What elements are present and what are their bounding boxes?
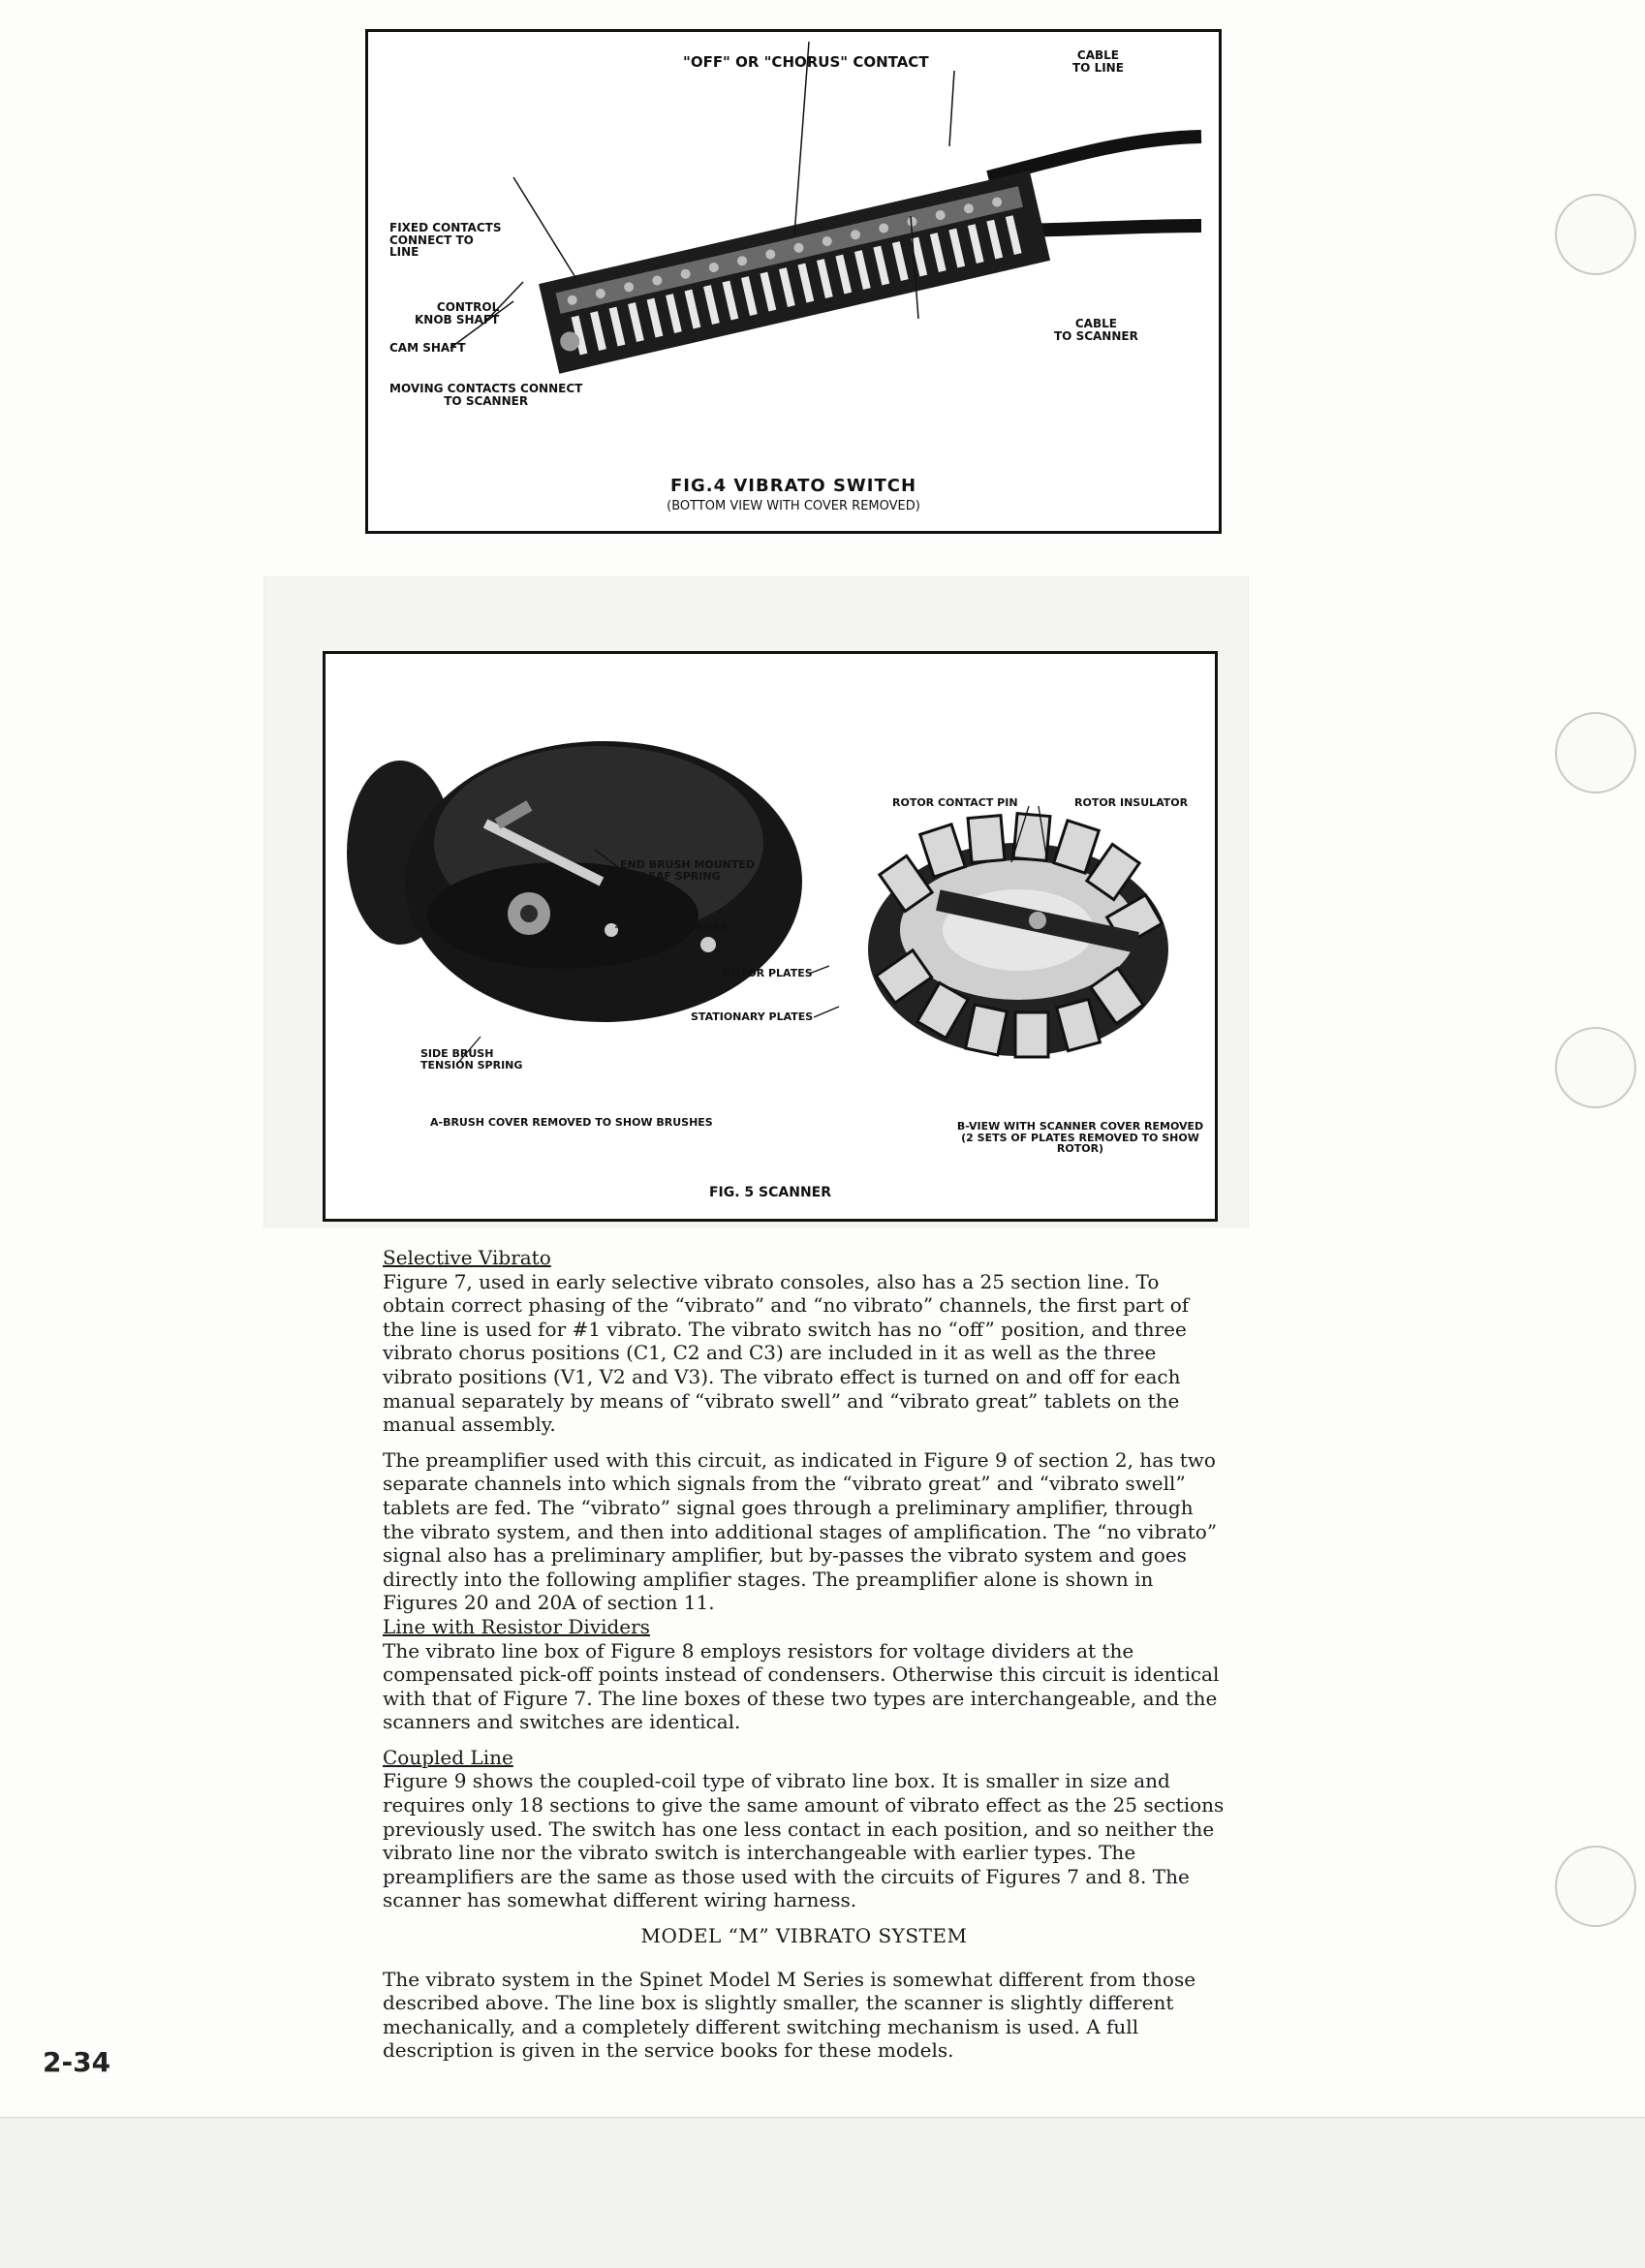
caption-a-brush-cover: A-BRUSH COVER REMOVED TO SHOW BRUSHES <box>430 1116 713 1129</box>
label-cam-shaft: CAM SHAFT <box>389 341 466 355</box>
figure-4-subcaption: (BOTTOM VIEW WITH COVER REMOVED) <box>667 499 920 513</box>
vibrato-switch-illustration <box>368 32 1219 531</box>
label-side-brushes: 2 SIDE BRUSHES <box>629 921 729 934</box>
label-moving-contacts <box>389 383 582 407</box>
label-end-brush-1: END BRUSH MOUNTED <box>620 858 756 871</box>
heading-model-m-vibrato-system: MODEL “M” VIBRATO SYSTEM <box>640 1924 968 1948</box>
label-control-knob-shaft <box>415 301 499 326</box>
paragraph-preamplifier: The preamplifier used with this circuit, as indicated in Figure 9 of section 2, has two separate channels into which signals from the “vibrato great” and “vibrato swell” tablets are fed. The “vibrato” signal goes through a preliminary amplifier, through the vibrato system, and then into additional stages of amplification. The “no vibrato” signal also has a preliminary amplifier, but by-passes the vibrato system and goes directly into the following amplifier stages. The preamplifier alone is shown in Figures 20 and 20A of section 11. <box>383 1447 1218 1615</box>
label-control-knob-shaft-2: KNOB SHAFT <box>415 312 500 326</box>
binder-hole-4 <box>1555 1846 1636 1927</box>
heading-selective-vibrato: Selective Vibrato <box>383 1246 551 1269</box>
paragraph-coupled-line: Figure 9 shows the coupled-coil type of vibrato line box. It is smaller in size and requires only 18 sections to give the same amount of vibrato effect as the 25 sections previously used. The switch has one less contact in each position, and so neither the vibrato line nor the vibrato switch is interchangeable with earlier types. The preamplifiers are the same as those used with the circuits of Figures 7 and 8. The scanner has somewhat different wiring harness. <box>383 1769 1225 1912</box>
page-number: 2-34 <box>43 2046 111 2078</box>
caption-b-scanner-cover-1: B-VIEW WITH SCANNER COVER REMOVED <box>956 1120 1204 1133</box>
paragraph-resistor-dividers: The vibrato line box of Figure 8 employs resistors for voltage dividers at the compensated pick-off points instead of condensers. Otherwise this circuit is identical with that of Figure 7. The line boxes of these two types are interchangeable, and the scanners and switches are identical. <box>383 1638 1220 1734</box>
page-bottom-margin <box>0 2117 1645 2268</box>
label-cable-to-scanner <box>1054 318 1138 342</box>
label-fixed-contacts-2: CONNECT TO <box>389 233 474 247</box>
label-moving-contacts-1: MOVING CONTACTS CONNECT <box>389 382 583 395</box>
figure-5-caption: FIG. 5 SCANNER <box>708 1185 832 1200</box>
label-moving-contacts-2: TO SCANNER <box>444 393 529 408</box>
label-end-brush-2: ON LEAF SPRING <box>620 869 721 883</box>
binder-hole-3 <box>1555 1027 1636 1108</box>
label-cable-to-line-1: CABLE <box>1076 48 1119 62</box>
label-rotor-contact-pin: ROTOR CONTACT PIN <box>892 796 1018 809</box>
label-side-brush-tension-spring-1: SIDE BRUSH <box>420 1047 494 1060</box>
caption-b-scanner-cover <box>946 1121 1215 1155</box>
figure-4-caption: FIG.4 VIBRATO SWITCH <box>669 476 917 496</box>
caption-b-scanner-cover-2: (2 SETS OF PLATES REMOVED TO SHOW ROTOR) <box>961 1131 1199 1156</box>
paragraph-model-m: The vibrato system in the Spinet Model M Series is somewhat different from those described above. The line box is slightly smaller, the scanner is slightly different mechanically, and a completely different switching mechanism is used. A full description is given in the service books for these models. <box>383 1967 1196 2063</box>
label-rotor-insulator: ROTOR INSULATOR <box>1074 796 1189 809</box>
figure-5-scanner <box>323 651 1218 1222</box>
heading-coupled-line: Coupled Line <box>383 1745 513 1769</box>
body-text <box>383 1246 1226 2063</box>
binder-hole-2 <box>1555 712 1636 793</box>
label-side-brush-tension-spring-2: TENSION SPRING <box>420 1058 523 1072</box>
paragraph-selective-vibrato: Figure 7, used in early selective vibrato consoles, also has a 25 section line. To obtain correct phasing of the “vibrato” and “no vibrato” channels, the first part of the line is used for #1 vibrato. The vibrato switch has no “off” position, and three vibrato chorus positions (C1, C2 and C3) are included in it as well as the three vibrato positions (V1, V2 and V3). The vibrato effect is turned on and off for each manual separately by means of “vibrato swell” and “vibrato great” tablets on the manual assembly. <box>383 1269 1190 1437</box>
label-control-knob-shaft-1: CONTROL <box>436 300 500 314</box>
figure-4-vibrato-switch <box>365 29 1222 534</box>
label-side-brush-tension-spring <box>420 1048 522 1071</box>
label-cable-to-line-2: TO LINE <box>1072 60 1124 75</box>
label-cable-to-scanner-2: TO SCANNER <box>1054 328 1138 343</box>
label-fixed-contacts <box>389 222 501 259</box>
label-stationary-plates: STATIONARY PLATES <box>691 1010 814 1023</box>
label-cable-to-scanner-1: CABLE <box>1074 317 1117 330</box>
label-cable-to-line <box>1072 49 1124 74</box>
heading-line-with-resistor-dividers: Line with Resistor Dividers <box>383 1614 650 1638</box>
label-fixed-contacts-3: LINE <box>389 245 419 260</box>
binder-hole-1 <box>1555 194 1636 275</box>
label-off-chorus-contact: "OFF" OR "CHORUS" CONTACT <box>683 53 929 71</box>
label-fixed-contacts-1: FIXED CONTACTS <box>389 221 502 234</box>
label-end-brush <box>620 859 755 882</box>
label-rotor-plates: ROTOR PLATES <box>723 967 813 979</box>
